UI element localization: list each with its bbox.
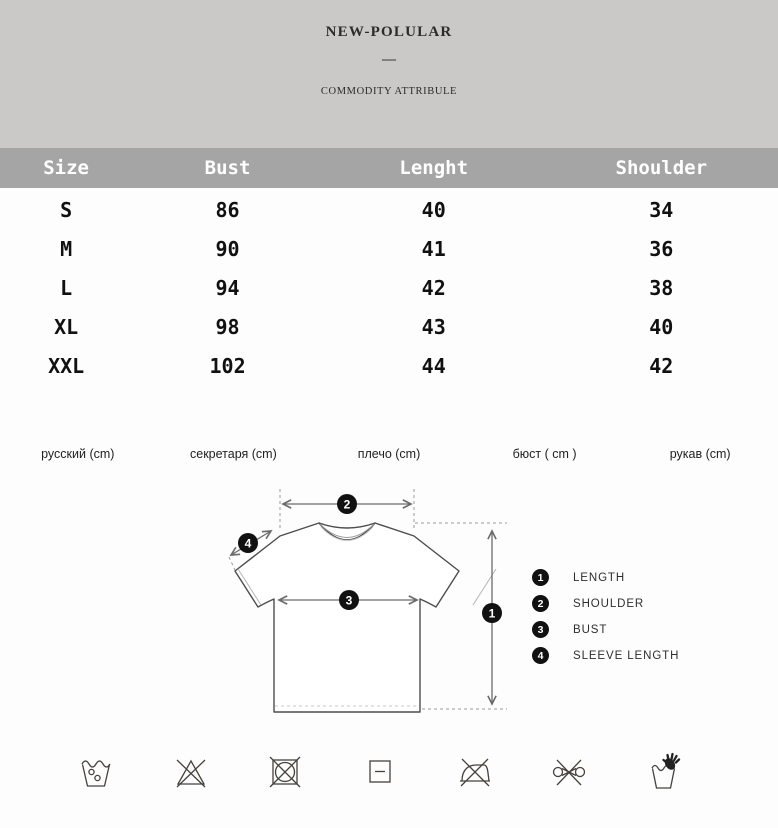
cell-length: 42 bbox=[421, 275, 446, 300]
brand-title: NEW-POLULAR bbox=[325, 24, 453, 40]
badge-bust bbox=[339, 590, 359, 610]
badge-shoulder bbox=[337, 494, 357, 514]
cell-size: S bbox=[60, 197, 73, 222]
dry-flat-icon bbox=[362, 751, 398, 793]
column-header-bust: Bust bbox=[204, 157, 251, 179]
cell-length: 41 bbox=[421, 236, 446, 261]
section-subtitle: COMMODITY ATTRIBULE bbox=[320, 86, 458, 97]
tshirt-diagram-icon bbox=[222, 483, 522, 735]
column-header-shoulder: Shoulder bbox=[615, 157, 708, 179]
cell-size: L bbox=[60, 275, 73, 300]
size-table-body bbox=[0, 188, 778, 385]
measure-label-sleeve: рукав (cm) bbox=[669, 447, 731, 461]
svg-text:4: 4 bbox=[244, 536, 252, 551]
measure-label-shoulder: секретаря (cm) bbox=[190, 447, 277, 461]
measurement-legend bbox=[532, 569, 679, 664]
cell-length: 40 bbox=[421, 197, 446, 222]
table-row bbox=[0, 190, 778, 229]
legend-badge: 3 bbox=[532, 621, 549, 638]
size-table-header bbox=[0, 148, 778, 188]
cell-length: 44 bbox=[421, 353, 446, 378]
cell-shoulder: 40 bbox=[649, 314, 674, 339]
hand-glyph bbox=[663, 754, 679, 772]
cell-size: M bbox=[60, 236, 73, 261]
measurement-diagram bbox=[0, 483, 778, 739]
cell-shoulder: 38 bbox=[649, 275, 674, 300]
cell-shoulder: 42 bbox=[649, 353, 674, 378]
tshirt-outline bbox=[235, 523, 496, 712]
cell-size: XXL bbox=[48, 353, 85, 378]
cell-bust: 94 bbox=[215, 275, 240, 300]
badge-length bbox=[482, 603, 502, 623]
table-row bbox=[0, 346, 778, 385]
measure-labels-row bbox=[0, 447, 778, 465]
table-row bbox=[0, 268, 778, 307]
hero-banner bbox=[0, 0, 778, 148]
legend-badge: 4 bbox=[532, 647, 549, 664]
do-not-tumble-dry-icon bbox=[267, 751, 303, 793]
cell-bust: 102 bbox=[209, 353, 246, 378]
cell-bust: 90 bbox=[215, 236, 240, 261]
legend-label: SHOULDER bbox=[573, 597, 645, 610]
table-row bbox=[0, 229, 778, 268]
badge-sleeve bbox=[238, 533, 258, 553]
care-icons-row bbox=[0, 751, 778, 793]
legend-item-shoulder bbox=[532, 595, 679, 612]
legend-item-bust bbox=[532, 621, 679, 638]
legend-label: BUST bbox=[573, 623, 608, 636]
cell-length: 43 bbox=[421, 314, 446, 339]
cell-bust: 98 bbox=[215, 314, 240, 339]
do-not-wring-icon bbox=[551, 751, 587, 793]
legend-label: SLEEVE LENGTH bbox=[573, 649, 680, 662]
legend-item-sleeve-length bbox=[532, 647, 679, 664]
cell-bust: 86 bbox=[215, 197, 240, 222]
do-not-bleach-icon bbox=[173, 751, 209, 793]
measure-label-length: плечо (cm) bbox=[357, 447, 421, 461]
cell-shoulder: 34 bbox=[649, 197, 674, 222]
column-header-size: Size bbox=[43, 157, 89, 179]
svg-text:2: 2 bbox=[343, 497, 351, 512]
legend-badge: 1 bbox=[532, 569, 549, 586]
do-not-iron-icon bbox=[457, 751, 493, 793]
legend-label: LENGTH bbox=[573, 571, 626, 584]
machine-wash-icon bbox=[78, 751, 114, 793]
hand-wash-icon bbox=[646, 751, 682, 793]
cell-shoulder: 36 bbox=[649, 236, 674, 261]
column-header-length: Lenght bbox=[399, 157, 469, 179]
table-row bbox=[0, 307, 778, 346]
measure-label-russian: русский (cm) bbox=[41, 447, 115, 461]
legend-badge: 2 bbox=[532, 595, 549, 612]
svg-text:3: 3 bbox=[345, 593, 353, 608]
svg-text:1: 1 bbox=[488, 606, 496, 621]
cell-size: XL bbox=[54, 314, 79, 339]
divider-dash: — bbox=[382, 52, 396, 67]
legend-item-length bbox=[532, 569, 679, 586]
measure-label-bust: бюст ( cm ) bbox=[512, 447, 577, 461]
